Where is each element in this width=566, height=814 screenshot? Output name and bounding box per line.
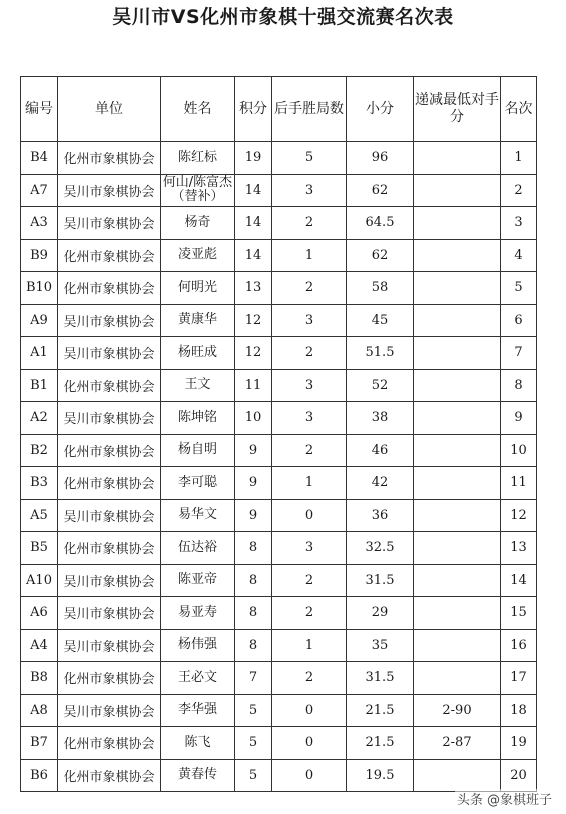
cell-code: A1 — [21, 337, 58, 370]
table-row — [21, 499, 537, 532]
cell-unit: 吴川市象棋协会 — [58, 207, 161, 240]
cell-name: 易亚寿 — [161, 597, 235, 630]
cell-second-move-wins: 3 — [272, 174, 347, 207]
table-row — [21, 402, 537, 435]
cell-code: B5 — [21, 532, 58, 565]
cell-second-move-wins: 1 — [272, 629, 347, 662]
table-row — [21, 142, 537, 175]
cell-min-opponent-score — [414, 272, 501, 305]
cell-second-move-wins: 0 — [272, 759, 347, 792]
cell-unit: 化州市象棋协会 — [58, 272, 161, 305]
table-row — [21, 564, 537, 597]
cell-rank: 17 — [501, 662, 537, 695]
cell-rank: 16 — [501, 629, 537, 662]
table-row — [21, 272, 537, 305]
cell-min-opponent-score — [414, 207, 501, 240]
cell-points: 12 — [235, 304, 272, 337]
cell-min-opponent-score — [414, 467, 501, 500]
cell-unit: 吴川市象棋协会 — [58, 337, 161, 370]
cell-name: 陈坤铭 — [161, 402, 235, 435]
cell-min-opponent-score — [414, 759, 501, 792]
cell-second-move-wins: 3 — [272, 532, 347, 565]
cell-min-opponent-score — [414, 337, 501, 370]
cell-unit: 化州市象棋协会 — [58, 467, 161, 500]
table-row — [21, 207, 537, 240]
cell-name: 杨伟强 — [161, 629, 235, 662]
cell-rank: 10 — [501, 434, 537, 467]
cell-points: 14 — [235, 239, 272, 272]
cell-rank: 8 — [501, 369, 537, 402]
cell-rank: 12 — [501, 499, 537, 532]
cell-code: B10 — [21, 272, 58, 305]
header-min-opponent-score: 递减最低对手分 — [414, 77, 501, 142]
cell-tiebreak-score: 19.5 — [347, 759, 414, 792]
cell-unit: 化州市象棋协会 — [58, 142, 161, 175]
cell-unit: 吴川市象棋协会 — [58, 564, 161, 597]
cell-min-opponent-score — [414, 402, 501, 435]
cell-second-move-wins: 2 — [272, 272, 347, 305]
cell-points: 12 — [235, 337, 272, 370]
cell-unit: 吴川市象棋协会 — [58, 499, 161, 532]
cell-second-move-wins: 0 — [272, 727, 347, 760]
cell-points: 8 — [235, 564, 272, 597]
cell-code: A3 — [21, 207, 58, 240]
cell-rank: 3 — [501, 207, 537, 240]
header-tiebreak-score: 小分 — [347, 77, 414, 142]
cell-code: A7 — [21, 174, 58, 207]
cell-rank: 18 — [501, 694, 537, 727]
cell-code: B1 — [21, 369, 58, 402]
cell-points: 7 — [235, 662, 272, 695]
cell-second-move-wins: 1 — [272, 239, 347, 272]
table-row — [21, 629, 537, 662]
table-row — [21, 434, 537, 467]
cell-rank: 7 — [501, 337, 537, 370]
table-row — [21, 174, 537, 207]
cell-code: B4 — [21, 142, 58, 175]
cell-rank: 20 — [501, 759, 537, 792]
cell-code: A6 — [21, 597, 58, 630]
cell-tiebreak-score: 38 — [347, 402, 414, 435]
cell-tiebreak-score: 31.5 — [347, 662, 414, 695]
cell-min-opponent-score — [414, 564, 501, 597]
cell-tiebreak-score: 21.5 — [347, 694, 414, 727]
cell-unit: 化州市象棋协会 — [58, 434, 161, 467]
cell-tiebreak-score: 35 — [347, 629, 414, 662]
cell-tiebreak-score: 52 — [347, 369, 414, 402]
cell-second-move-wins: 5 — [272, 142, 347, 175]
cell-code: B7 — [21, 727, 58, 760]
cell-code: A4 — [21, 629, 58, 662]
cell-name: 王必文 — [161, 662, 235, 695]
cell-tiebreak-score: 64.5 — [347, 207, 414, 240]
cell-code: A8 — [21, 694, 58, 727]
cell-unit: 化州市象棋协会 — [58, 532, 161, 565]
cell-rank: 6 — [501, 304, 537, 337]
table-row — [21, 369, 537, 402]
cell-second-move-wins: 3 — [272, 369, 347, 402]
cell-rank: 9 — [501, 402, 537, 435]
table-row — [21, 337, 537, 370]
cell-min-opponent-score — [414, 142, 501, 175]
cell-points: 19 — [235, 142, 272, 175]
table-row — [21, 694, 537, 727]
cell-points: 8 — [235, 597, 272, 630]
table-row — [21, 727, 537, 760]
table-row — [21, 304, 537, 337]
cell-points: 13 — [235, 272, 272, 305]
table-row — [21, 662, 537, 695]
cell-second-move-wins: 2 — [272, 564, 347, 597]
cell-name: 杨旺成 — [161, 337, 235, 370]
cell-unit: 吴川市象棋协会 — [58, 694, 161, 727]
cell-code: A5 — [21, 499, 58, 532]
cell-name: 陈红标 — [161, 142, 235, 175]
header-code: 编号 — [21, 77, 58, 142]
cell-points: 5 — [235, 759, 272, 792]
cell-code: A9 — [21, 304, 58, 337]
table-row — [21, 597, 537, 630]
cell-name: 李可聪 — [161, 467, 235, 500]
cell-second-move-wins: 2 — [272, 662, 347, 695]
cell-min-opponent-score — [414, 239, 501, 272]
cell-rank: 15 — [501, 597, 537, 630]
cell-rank: 11 — [501, 467, 537, 500]
cell-second-move-wins: 1 — [272, 467, 347, 500]
cell-name: 陈飞 — [161, 727, 235, 760]
cell-code: B8 — [21, 662, 58, 695]
cell-rank: 2 — [501, 174, 537, 207]
cell-name: 陈亚帝 — [161, 564, 235, 597]
cell-min-opponent-score — [414, 369, 501, 402]
cell-code: B3 — [21, 467, 58, 500]
cell-tiebreak-score: 42 — [347, 467, 414, 500]
cell-rank: 19 — [501, 727, 537, 760]
page-title: 吴川市VS化州市象棋十强交流赛名次表 — [112, 6, 454, 28]
cell-points: 14 — [235, 174, 272, 207]
cell-points: 9 — [235, 499, 272, 532]
cell-tiebreak-score: 29 — [347, 597, 414, 630]
cell-second-move-wins: 0 — [272, 694, 347, 727]
cell-second-move-wins: 2 — [272, 337, 347, 370]
header-rank: 名次 — [501, 77, 537, 142]
cell-name: 黄春传 — [161, 759, 235, 792]
cell-min-opponent-score: 2-90 — [414, 694, 501, 727]
cell-second-move-wins: 2 — [272, 434, 347, 467]
cell-unit: 吴川市象棋协会 — [58, 629, 161, 662]
table-row — [21, 467, 537, 500]
cell-min-opponent-score: 2-87 — [414, 727, 501, 760]
cell-tiebreak-score: 32.5 — [347, 532, 414, 565]
cell-min-opponent-score — [414, 662, 501, 695]
cell-name: 易华文 — [161, 499, 235, 532]
cell-rank: 1 — [501, 142, 537, 175]
cell-unit: 吴川市象棋协会 — [58, 174, 161, 207]
cell-points: 5 — [235, 694, 272, 727]
cell-points: 8 — [235, 629, 272, 662]
cell-min-opponent-score — [414, 304, 501, 337]
cell-points: 11 — [235, 369, 272, 402]
cell-unit: 吴川市象棋协会 — [58, 304, 161, 337]
cell-min-opponent-score — [414, 434, 501, 467]
cell-min-opponent-score — [414, 629, 501, 662]
table-row — [21, 532, 537, 565]
cell-unit: 吴川市象棋协会 — [58, 597, 161, 630]
cell-tiebreak-score: 46 — [347, 434, 414, 467]
cell-rank: 14 — [501, 564, 537, 597]
cell-tiebreak-score: 21.5 — [347, 727, 414, 760]
cell-code: B6 — [21, 759, 58, 792]
cell-name: 李华强 — [161, 694, 235, 727]
cell-unit: 化州市象棋协会 — [58, 759, 161, 792]
cell-unit: 吴川市象棋协会 — [58, 402, 161, 435]
cell-code: A10 — [21, 564, 58, 597]
cell-unit: 化州市象棋协会 — [58, 369, 161, 402]
cell-unit: 化州市象棋协会 — [58, 727, 161, 760]
cell-points: 14 — [235, 207, 272, 240]
table-row — [21, 759, 537, 792]
cell-points: 9 — [235, 434, 272, 467]
cell-second-move-wins: 0 — [272, 499, 347, 532]
cell-second-move-wins: 3 — [272, 304, 347, 337]
ranking-table — [20, 76, 537, 792]
table-row — [21, 239, 537, 272]
cell-tiebreak-score: 45 — [347, 304, 414, 337]
cell-name: 何明光 — [161, 272, 235, 305]
cell-name: 何山/陈富杰（替补） — [161, 174, 235, 207]
cell-name: 凌亚彪 — [161, 239, 235, 272]
cell-points: 8 — [235, 532, 272, 565]
cell-min-opponent-score — [414, 499, 501, 532]
cell-code: B9 — [21, 239, 58, 272]
header-points: 积分 — [235, 77, 272, 142]
cell-name: 伍达裕 — [161, 532, 235, 565]
cell-tiebreak-score: 31.5 — [347, 564, 414, 597]
cell-points: 10 — [235, 402, 272, 435]
cell-code: A2 — [21, 402, 58, 435]
header-name: 姓名 — [161, 77, 235, 142]
cell-min-opponent-score — [414, 532, 501, 565]
cell-name: 王文 — [161, 369, 235, 402]
cell-code: B2 — [21, 434, 58, 467]
cell-rank: 13 — [501, 532, 537, 565]
cell-min-opponent-score — [414, 597, 501, 630]
cell-tiebreak-score: 51.5 — [347, 337, 414, 370]
cell-name: 杨自明 — [161, 434, 235, 467]
source-watermark: 头条 @象棋班子 — [455, 789, 554, 808]
cell-rank: 5 — [501, 272, 537, 305]
cell-second-move-wins: 3 — [272, 402, 347, 435]
cell-rank: 4 — [501, 239, 537, 272]
cell-points: 9 — [235, 467, 272, 500]
cell-tiebreak-score: 96 — [347, 142, 414, 175]
cell-name: 黄康华 — [161, 304, 235, 337]
cell-tiebreak-score: 58 — [347, 272, 414, 305]
cell-tiebreak-score: 62 — [347, 174, 414, 207]
cell-tiebreak-score: 62 — [347, 239, 414, 272]
cell-points: 5 — [235, 727, 272, 760]
header-second-move-wins: 后手胜局数 — [272, 77, 347, 142]
cell-second-move-wins: 2 — [272, 597, 347, 630]
header-unit: 单位 — [58, 77, 161, 142]
cell-name: 杨奇 — [161, 207, 235, 240]
header-row — [21, 77, 537, 142]
cell-second-move-wins: 2 — [272, 207, 347, 240]
cell-unit: 化州市象棋协会 — [58, 239, 161, 272]
cell-min-opponent-score — [414, 174, 501, 207]
cell-tiebreak-score: 36 — [347, 499, 414, 532]
cell-unit: 化州市象棋协会 — [58, 662, 161, 695]
